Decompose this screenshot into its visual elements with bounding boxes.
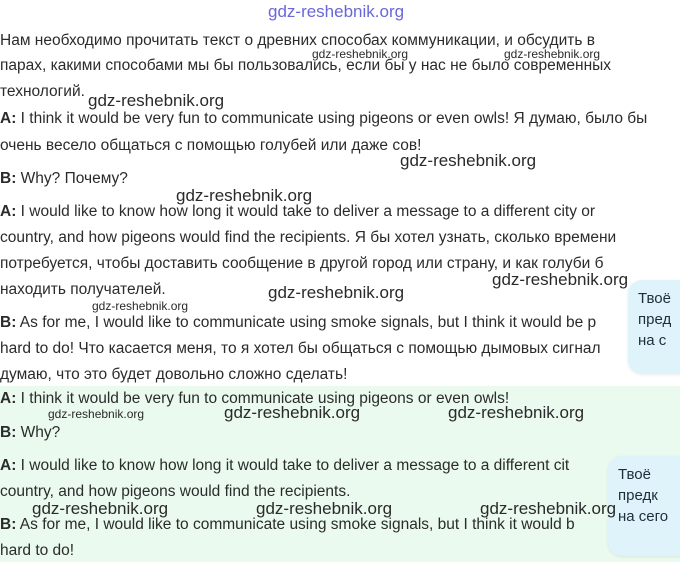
intro-line-2: парах, какими способами мы бы пользовались, если бы у нас не было современных bbox=[0, 57, 612, 74]
b2-line-3: думаю, что это будет довольно сложно сделать! bbox=[0, 366, 348, 383]
watermark: gdz-reshebnik.org bbox=[312, 47, 409, 61]
watermark: gdz-reshebnik.org bbox=[480, 499, 617, 518]
green-a1-line-1: A: I think it would be very fun to communicate using pigeons or even owls! bbox=[0, 390, 510, 407]
speaker-a: A: bbox=[0, 110, 17, 127]
b2-line-2: hard to do! Что касается меня, то я хотел бы общаться с помощью дымовых сигнал bbox=[0, 340, 601, 357]
green-b1-line-1: B: Why? bbox=[0, 424, 61, 441]
green-a2-line-1: A: I would like to know how long it would take to deliver a message to a different cit bbox=[0, 457, 570, 474]
green-b2-line-1: B: As for me, I would like to communicate using smoke signals, but I think it would b bbox=[0, 516, 575, 533]
a2-line-4: находить получателей. bbox=[0, 281, 166, 298]
chat-bubble-right-1[interactable]: Твоё пред на с bbox=[628, 280, 680, 374]
watermark-top: gdz-reshebnik.org bbox=[268, 2, 405, 21]
watermark: gdz-reshebnik.org bbox=[92, 299, 189, 313]
watermark: gdz-reshebnik.org bbox=[176, 186, 313, 205]
speaker-a: A: bbox=[0, 390, 17, 407]
intro-line-1: Нам необходимо прочитать текст о древних способах коммуникации, и обсудить в bbox=[0, 32, 595, 49]
intro-line-3: технологий. bbox=[0, 83, 85, 100]
watermark: gdz-reshebnik.org bbox=[224, 403, 361, 422]
b1-line-1: B: Why? Почему? bbox=[0, 170, 128, 187]
a1-line-1: A: I think it would be very fun to communicate using pigeons or even owls! Я думаю, было бы bbox=[0, 110, 648, 127]
speaker-a: A: bbox=[0, 203, 17, 220]
a2-line-1: A: I would like to know how long it would take to deliver a message to a different city or bbox=[0, 203, 596, 220]
a1-line-2: очень весело общаться с помощью голубей или даже сов! bbox=[0, 137, 422, 154]
watermark: gdz-reshebnik.org bbox=[400, 151, 537, 170]
speaker-b: B: bbox=[0, 314, 17, 331]
b2-line-1: B: As for me, I would like to communicate using smoke signals, but I think it would be p bbox=[0, 314, 597, 331]
watermark: gdz-reshebnik.org bbox=[32, 499, 169, 518]
watermark: gdz-reshebnik.org bbox=[492, 270, 629, 289]
watermark: gdz-reshebnik.org bbox=[268, 283, 405, 302]
a2-line-3: потребуется, чтобы доставить сообщение в другой город или страну, и как голуби б bbox=[0, 255, 604, 272]
speaker-b: B: bbox=[0, 170, 17, 187]
watermark: gdz-reshebnik.org bbox=[504, 47, 601, 61]
green-a2-line-2: country, and how pigeons would find the recipients. bbox=[0, 483, 351, 500]
watermark: gdz-reshebnik.org bbox=[48, 407, 145, 421]
speaker-b: B: bbox=[0, 424, 17, 441]
chat-bubble-right-2[interactable]: Твоё предк на сего bbox=[608, 456, 680, 556]
watermark: gdz-reshebnik.org bbox=[448, 403, 585, 422]
a2-line-2: country, and how pigeons would find the recipients. Я бы хотел узнать, сколько времени bbox=[0, 229, 617, 246]
green-b2-line-2: hard to do! bbox=[0, 542, 75, 559]
watermark: gdz-reshebnik.org bbox=[88, 91, 225, 110]
speaker-a: A: bbox=[0, 457, 17, 474]
speaker-b: B: bbox=[0, 516, 17, 533]
watermark: gdz-reshebnik.org bbox=[256, 499, 393, 518]
